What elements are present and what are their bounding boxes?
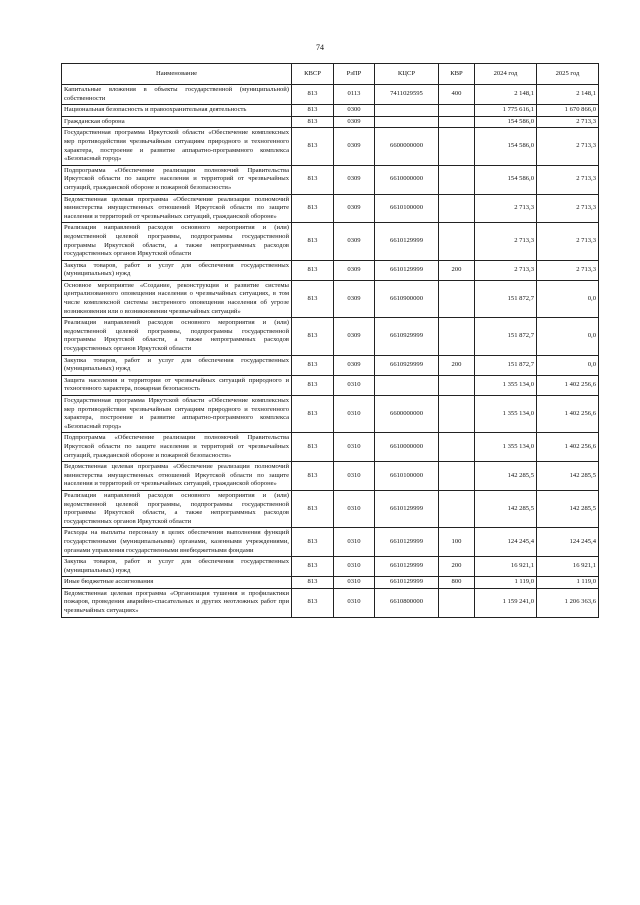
cell-kvr: 400 [439,85,475,105]
cell-kvr [439,490,475,527]
cell-kcsr [375,105,439,117]
cell-kvsr: 813 [292,105,334,117]
cell-kcsr: 6610100000 [375,462,439,491]
cell-rzpr: 0310 [334,396,375,433]
table-row [62,260,599,280]
cell-2024: 2 713,3 [475,194,537,223]
cell-rzpr: 0310 [334,577,375,589]
table-row [62,165,599,194]
cell-kcsr: 6610929999 [375,355,439,375]
cell-rzpr: 0309 [334,165,375,194]
cell-kcsr: 6610929999 [375,318,439,355]
header-row [62,64,599,85]
cell-2025: 2 713,3 [537,194,599,223]
cell-kcsr: 7411029595 [375,85,439,105]
cell-kcsr: 6610129999 [375,490,439,527]
cell-2025: 1 402 256,6 [537,433,599,462]
cell-2024: 151 872,7 [475,355,537,375]
cell-2024: 1 355 134,0 [475,433,537,462]
cell-kvsr: 813 [292,260,334,280]
table-row [62,375,599,395]
cell-kvr [439,588,475,617]
cell-2024: 1 119,0 [475,577,537,589]
header-name: Наименование [62,64,292,85]
cell-name: Гражданская оборона [62,116,292,128]
cell-name: Основное мероприятие «Создание, реконструкция и развитие системы централизованного оповещения населения о чрезвычайных ситуациях, в том числе комплексной системы экстренного оповещения населения об угрозе возникновения или о возникновении чрезвычайных ситуаций» [62,280,292,317]
cell-kcsr: 6610129999 [375,577,439,589]
cell-kvsr: 813 [292,355,334,375]
cell-kvr [439,194,475,223]
cell-kvr [439,318,475,355]
cell-name: Подпрограмма «Обеспечение реализации полномочий Правительства Иркутской области по защите населения и территорий от чрезвычайных ситуаций, гражданской обороне и пожарной безопасности» [62,433,292,462]
cell-kvsr: 813 [292,318,334,355]
cell-kvsr: 813 [292,194,334,223]
table-row [62,557,599,577]
cell-kcsr: 6610129999 [375,528,439,557]
cell-rzpr: 0310 [334,490,375,527]
cell-name: Реализация направлений расходов основного мероприятия и (или) ведомственной целевой программы, подпрограммы государственной программы Иркутской области, а также непрограммных расходов государственных органов Иркутской области [62,223,292,260]
cell-kcsr: 6610000000 [375,165,439,194]
table-row [62,85,599,105]
cell-2025: 0,0 [537,280,599,317]
cell-rzpr: 0309 [334,318,375,355]
table-row [62,128,599,165]
cell-2024: 151 872,7 [475,280,537,317]
cell-kvsr: 813 [292,557,334,577]
cell-kvsr: 813 [292,128,334,165]
table-row [62,433,599,462]
cell-kvr: 100 [439,528,475,557]
header-kvsr: КВСР [292,64,334,85]
table-row [62,105,599,117]
table-row [62,396,599,433]
cell-kvr [439,165,475,194]
table-row [62,588,599,617]
cell-2024: 2 148,1 [475,85,537,105]
cell-2024: 2 713,3 [475,260,537,280]
cell-2025: 142 285,5 [537,490,599,527]
cell-name: Национальная безопасность и правоохранительная деятельность [62,105,292,117]
cell-kvr [439,280,475,317]
table-row [62,318,599,355]
cell-kvsr: 813 [292,116,334,128]
cell-rzpr: 0113 [334,85,375,105]
cell-2025: 16 921,1 [537,557,599,577]
cell-kvsr: 813 [292,165,334,194]
cell-name: Закупка товаров, работ и услуг для обеспечения государственных (муниципальных) нужд [62,557,292,577]
cell-kcsr: 6600000000 [375,128,439,165]
table-row [62,116,599,128]
table-row [62,490,599,527]
cell-rzpr: 0310 [334,528,375,557]
cell-rzpr: 0309 [334,260,375,280]
cell-2025: 142 285,5 [537,462,599,491]
table-row [62,528,599,557]
cell-kvsr: 813 [292,280,334,317]
cell-name: Государственная программа Иркутской области «Обеспечение комплексных мер противодействия чрезвычайным ситуациям природного и техногенного характера, построение и развитие аппаратно-программного комплекса «Безопасный город» [62,396,292,433]
cell-2025: 1 402 256,6 [537,396,599,433]
cell-kvsr: 813 [292,85,334,105]
cell-name: Подпрограмма «Обеспечение реализации полномочий Правительства Иркутской области по защите населения и территорий от чрезвычайных ситуаций, гражданской обороне и пожарной безопасности» [62,165,292,194]
header-kcsr: КЦСР [375,64,439,85]
cell-2024: 1 355 134,0 [475,396,537,433]
cell-2024: 16 921,1 [475,557,537,577]
cell-2024: 154 586,0 [475,116,537,128]
header-kvr: КВР [439,64,475,85]
cell-kcsr: 6600000000 [375,396,439,433]
cell-kvr: 200 [439,557,475,577]
cell-name: Ведомственная целевая программа «Обеспечение реализации полномочий министерства имущественных отношений Иркутской области по защите населения и территорий от чрезвычайных ситуаций, гражданской обороне» [62,462,292,491]
cell-kvr [439,396,475,433]
table-row [62,223,599,260]
cell-2025: 2 713,3 [537,116,599,128]
cell-name: Расходы на выплаты персоналу в целях обеспечения выполнения функций государственными (муниципальными) органами, казенными учреждениями, органами управления государственными внебюджетными фондами [62,528,292,557]
cell-2024: 151 872,7 [475,318,537,355]
cell-2025: 0,0 [537,355,599,375]
cell-rzpr: 0309 [334,128,375,165]
cell-kvsr: 813 [292,528,334,557]
cell-kvsr: 813 [292,223,334,260]
header-2025: 2025 год [537,64,599,85]
cell-2024: 142 285,5 [475,490,537,527]
cell-kvsr: 813 [292,433,334,462]
cell-rzpr: 0310 [334,557,375,577]
cell-2024: 124 245,4 [475,528,537,557]
cell-kcsr [375,375,439,395]
cell-2025: 2 713,3 [537,128,599,165]
table-row [62,194,599,223]
cell-2025: 2 148,1 [537,85,599,105]
cell-kcsr: 6610129999 [375,557,439,577]
header-2024: 2024 год [475,64,537,85]
cell-2025: 2 713,3 [537,223,599,260]
cell-2024: 2 713,3 [475,223,537,260]
table-row [62,462,599,491]
cell-kcsr: 6610000000 [375,433,439,462]
cell-rzpr: 0309 [334,280,375,317]
header-rzpr: РзПР [334,64,375,85]
cell-kvr: 200 [439,355,475,375]
table-row [62,355,599,375]
table-body [62,85,599,618]
cell-name: Реализация направлений расходов основного мероприятия и (или) ведомственной целевой программы, подпрограммы государственной программы Иркутской области, а также непрограммных расходов государственных органов Иркутской области [62,490,292,527]
cell-kvr [439,105,475,117]
cell-name: Ведомственная целевая программа «Обеспечение реализации полномочий министерства имущественных отношений Иркутской области по защите населения и территорий от чрезвычайных ситуаций, гражданской обороне» [62,194,292,223]
cell-2025: 124 245,4 [537,528,599,557]
cell-rzpr: 0309 [334,194,375,223]
cell-rzpr: 0309 [334,223,375,260]
cell-name: Закупка товаров, работ и услуг для обеспечения государственных (муниципальных) нужд [62,260,292,280]
cell-name: Закупка товаров, работ и услуг для обеспечения государственных (муниципальных) нужд [62,355,292,375]
cell-kvsr: 813 [292,588,334,617]
cell-2025: 2 713,3 [537,165,599,194]
cell-name: Ведомственная целевая программа «Организация тушения и профилактики пожаров, проведения аварийно-спасательных и других неотложных работ при чрезвычайных ситуациях» [62,588,292,617]
cell-rzpr: 0310 [334,462,375,491]
cell-kcsr: 6610129999 [375,223,439,260]
cell-kcsr: 6610100000 [375,194,439,223]
cell-kcsr: 6610900000 [375,280,439,317]
cell-kvr: 800 [439,577,475,589]
cell-rzpr: 0310 [334,588,375,617]
cell-2025: 1 119,0 [537,577,599,589]
cell-rzpr: 0310 [334,433,375,462]
cell-kvsr: 813 [292,490,334,527]
cell-2024: 154 586,0 [475,128,537,165]
cell-kvr [439,116,475,128]
table-header [62,64,599,85]
cell-kvr [439,375,475,395]
cell-kvsr: 813 [292,375,334,395]
cell-2025: 0,0 [537,318,599,355]
cell-rzpr: 0309 [334,355,375,375]
cell-name: Защита населения и территории от чрезвычайных ситуаций природного и техногенного характера, пожарная безопасность [62,375,292,395]
cell-kvr [439,433,475,462]
cell-2025: 1 402 256,6 [537,375,599,395]
cell-2024: 142 285,5 [475,462,537,491]
cell-kvr: 200 [439,260,475,280]
cell-kvsr: 813 [292,462,334,491]
cell-kcsr [375,116,439,128]
cell-kcsr: 6610129999 [375,260,439,280]
cell-rzpr: 0310 [334,375,375,395]
cell-2025: 1 206 363,6 [537,588,599,617]
cell-2024: 154 586,0 [475,165,537,194]
cell-2024: 1 775 616,1 [475,105,537,117]
table-row [62,280,599,317]
cell-name: Реализация направлений расходов основного мероприятия и (или) ведомственной целевой программы, подпрограммы государственной программы Иркутской области, а также непрограммных расходов государственных органов Иркутской области [62,318,292,355]
cell-kvr [439,462,475,491]
cell-2024: 1 159 241,0 [475,588,537,617]
table-row [62,577,599,589]
cell-2025: 2 713,3 [537,260,599,280]
cell-name: Государственная программа Иркутской области «Обеспечение комплексных мер противодействия чрезвычайным ситуациям природного и техногенного характера, построение и развитие аппаратно-программного комплекса «Безопасный город» [62,128,292,165]
cell-kcsr: 6610800000 [375,588,439,617]
cell-rzpr: 0309 [334,116,375,128]
cell-kvr [439,223,475,260]
page-number: 74 [316,43,324,52]
cell-2024: 1 355 134,0 [475,375,537,395]
cell-2025: 1 670 866,0 [537,105,599,117]
cell-kvsr: 813 [292,396,334,433]
cell-name: Иные бюджетные ассигнования [62,577,292,589]
budget-table [61,63,599,618]
cell-rzpr: 0300 [334,105,375,117]
cell-kvr [439,128,475,165]
cell-name: Капитальные вложения в объекты государственной (муниципальной) собственности [62,85,292,105]
cell-kvsr: 813 [292,577,334,589]
